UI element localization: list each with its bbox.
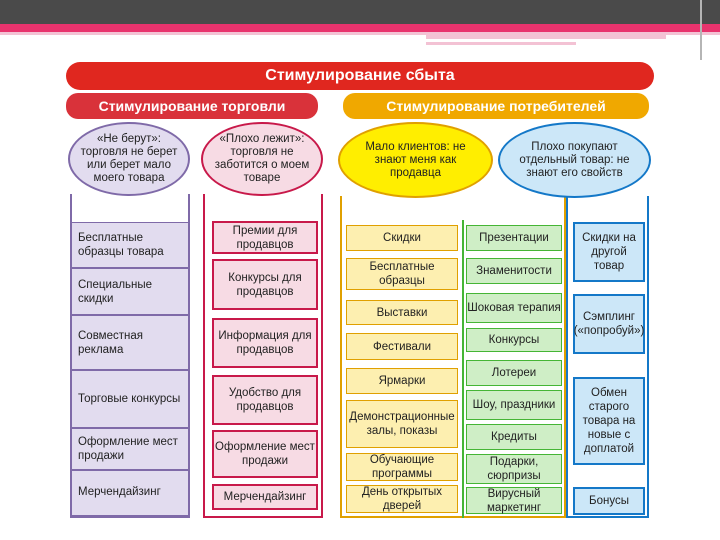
decor-line — [426, 42, 576, 45]
measure-item: Подарки, сюрпризы — [466, 454, 562, 484]
measure-item: Демонстрационные залы, показы — [346, 400, 458, 448]
measure-item: Конкурсы — [466, 328, 562, 352]
measure-item: Конкурсы для продавцов — [212, 259, 318, 310]
problem-oval-poorly-displayed: «Плохо лежит»: торговля не заботится о моем товаре — [201, 122, 323, 196]
diagram-title: Стимулирование сбыта — [66, 62, 654, 90]
decor-line — [426, 35, 666, 39]
measure-item: Скидки на другой товар — [573, 222, 645, 282]
measure-item: Мерчендайзинг — [212, 484, 318, 510]
problem-oval-few-clients: Мало клиентов: не знают меня как продавца — [338, 122, 493, 198]
measure-item: Оформление мест продажи — [212, 430, 318, 478]
measure-item: Лотереи — [466, 360, 562, 386]
category-consumer: Стимулирование потребителей — [343, 93, 649, 119]
category-trade: Стимулирование торговли — [66, 93, 318, 119]
problem-oval-not-buying: «Не берут»: торговля не берет или берет мало моего товара — [68, 122, 190, 196]
top-bar — [0, 0, 720, 24]
measure-item: Скидки — [346, 225, 458, 251]
measure-item: Премии для продавцов — [212, 221, 318, 254]
measure-item: Обучающие программы — [346, 453, 458, 481]
measure-item: Шоковая терапия — [466, 293, 562, 323]
measure-item: Совместная реклама — [72, 315, 188, 370]
measure-item: Знаменитости — [466, 258, 562, 284]
measure-item: Презентации — [466, 225, 562, 251]
measure-item: Бонусы — [573, 487, 645, 515]
measure-item: День открытых дверей — [346, 485, 458, 513]
measure-item: Фестивали — [346, 333, 458, 360]
measure-item: Вирусный маркетинг — [466, 487, 562, 514]
measure-item: Торговые конкурсы — [72, 370, 188, 428]
top-accent-bar — [0, 24, 720, 32]
measure-item: Бесплатные образцы — [346, 258, 458, 290]
measure-item: Шоу, праздники — [466, 390, 562, 420]
decor-line — [700, 0, 720, 60]
problem-oval-product-unknown: Плохо покупают отдельный товар: не знают его свойств — [498, 122, 651, 198]
measure-item: Оформление мест продажи — [72, 428, 188, 470]
measure-item: Сэмплинг («попробуй») — [573, 294, 645, 354]
measure-item: Ярмарки — [346, 368, 458, 394]
measure-item: Кредиты — [466, 424, 562, 450]
measure-item: Выставки — [346, 300, 458, 325]
measure-item: Специальные скидки — [72, 268, 188, 315]
column-divider — [462, 220, 464, 518]
measure-item: Мерчендайзинг — [72, 470, 188, 516]
measure-item: Обмен старого товара на новые с доплатой — [573, 377, 645, 465]
measure-item: Бесплатные образцы товара — [72, 222, 188, 268]
measure-item: Информация для продавцов — [212, 318, 318, 368]
measure-item: Удобство для продавцов — [212, 375, 318, 425]
